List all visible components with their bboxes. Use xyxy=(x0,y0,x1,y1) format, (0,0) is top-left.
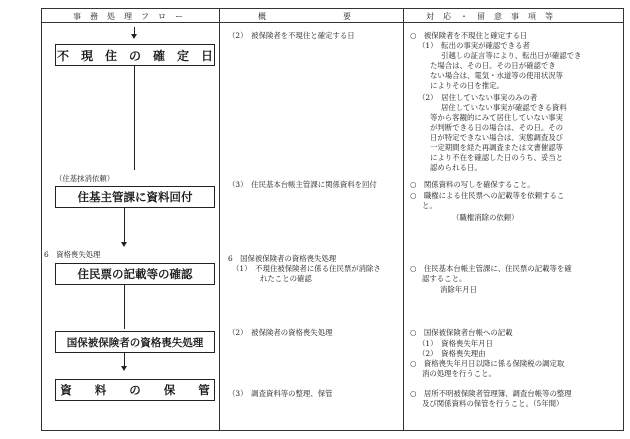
note-line: ○ 関係資料の写しを確保すること。 xyxy=(410,180,535,189)
arrow-line xyxy=(124,353,125,367)
note-line: により不在を確認した日のうち、妥当と xyxy=(430,153,564,162)
arrow-down-icon xyxy=(121,242,127,247)
note-line: が判断できる日の場合は、その日。その xyxy=(430,123,564,132)
note-line: 日が特定できない場合は、実態調査及び xyxy=(430,133,564,142)
note-line: ○ 職権による住民票への記載等を依頼するこ xyxy=(410,191,565,200)
note-line: 等から客観的にみて居住していない事実 xyxy=(430,113,564,122)
note-line: 一定期間を経た再調査または文書催認等 xyxy=(430,143,564,152)
note-line: （2） 居住していない事実のみの者 xyxy=(418,93,538,102)
note-line: （1） 資格喪失年月日 xyxy=(418,339,493,348)
summary-s3: （3） 住民基本台帳主管課に関係資料を回付 xyxy=(228,180,377,189)
arrow-down-icon xyxy=(131,34,137,39)
column-divider-2 xyxy=(403,8,404,431)
summary-s2: （2） 被保険者を不現住と確定する日 xyxy=(228,31,355,40)
note-line: ○ 住民基本台帳主管課に、住民票の記載等を確 xyxy=(410,264,572,273)
note-line: 消除年月日 xyxy=(440,285,477,294)
arrow-line xyxy=(124,208,125,243)
arrow-down-icon xyxy=(121,366,127,371)
summary-s6-3: （3） 調査資料等の整理、保管 xyxy=(228,389,333,398)
note-line: た場合は、その日。その日が確認でき xyxy=(430,61,556,70)
note-line: 及び関係資料の保管を行うこと。（5年間） xyxy=(422,399,564,408)
note-line: ○ 居所不明被保険者管理簿、調査台帳等の整理 xyxy=(410,389,572,398)
note-line: （2） 資格喪失理由 xyxy=(418,349,486,358)
flow-box-send-to-juki-dept: 住基主管課に資料回付 xyxy=(55,186,215,208)
note-line: ない場合は、電気・水道等の使用状況等 xyxy=(430,71,564,80)
summary-s6-1b: れたことの確認 xyxy=(260,274,312,283)
flow-label-juki-deletion-request: （住基抹消依頼） xyxy=(55,174,115,183)
summary-s6-title: 6 国保被保険者の資格喪失処理 xyxy=(228,254,337,263)
summary-s6-1a: （1） 不現住被保険者に係る住民票が消除さ xyxy=(232,264,381,273)
note-line: ○ 国保被保険者台帳への記載 xyxy=(410,328,513,337)
note-line: と。 xyxy=(422,201,437,210)
note-line: 認められる日。 xyxy=(430,163,482,172)
note-line: によりその日を推定。 xyxy=(430,81,504,90)
arrow-line xyxy=(124,285,125,329)
note-line: 引越しの証言等により、転出日が確認でき xyxy=(441,51,582,60)
note-line: ○ 被保険者を不現住と確定する日 xyxy=(410,31,528,40)
header-flow: 事 務 処 理 フ ロ ー xyxy=(73,12,184,21)
flow-box-document-storage: 資 料 の 保 管 xyxy=(55,379,215,401)
flow-label-loss-processing: 6 資格喪失処理 xyxy=(44,250,101,259)
header-divider xyxy=(41,22,624,23)
note-line: （1） 転出の事実が確認できる者 xyxy=(418,41,530,50)
note-line: 消の処理を行うこと。 xyxy=(422,369,496,378)
header-notes: 対 応 ・ 留 意 事 項 等 xyxy=(426,12,554,21)
header-summary: 概 要 xyxy=(258,12,352,21)
summary-s6-2: （2） 被保険者の資格喪失処理 xyxy=(228,328,333,337)
column-divider-1 xyxy=(219,8,220,431)
note-line: 認すること。 xyxy=(422,274,467,283)
flow-box-nonresidence-date: 不 現 住 の 確 定 日 xyxy=(55,44,215,66)
note-line: 居住していない事実が確認できる資料 xyxy=(441,103,567,112)
flow-box-insured-loss-processing: 国保被保険者の資格喪失処理 xyxy=(55,331,215,353)
note-line: ○ 資格喪失年月日以降に係る保険税の調定取 xyxy=(410,359,565,368)
flow-box-check-resident-record: 住民票の記載等の確認 xyxy=(55,263,215,285)
arrow-line xyxy=(134,66,135,170)
note-line: （職権消除の依頼） xyxy=(452,213,519,222)
